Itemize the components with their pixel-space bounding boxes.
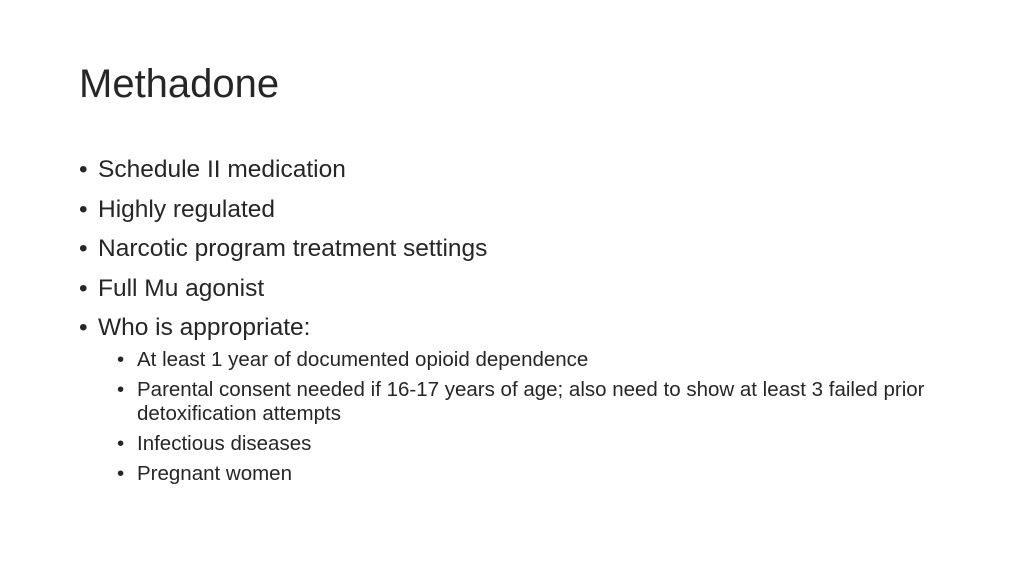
bullet-item <box>76 229 936 269</box>
bullet-icon: • <box>79 274 88 302</box>
bullet-text: Schedule II medication <box>98 156 346 183</box>
bullet-icon: • <box>79 235 88 262</box>
bullet-text: Who is appropriate: <box>98 314 311 341</box>
sub-bullet-text: Infectious diseases <box>137 431 312 455</box>
sub-bullet-item <box>115 432 936 456</box>
bullet-icon: • <box>79 314 88 341</box>
bullet-list <box>76 150 936 492</box>
bullet-item <box>76 190 936 230</box>
bullet-item <box>76 308 936 486</box>
bullet-icon: • <box>79 195 88 223</box>
sub-bullet-icon: • <box>117 431 125 455</box>
bullet-icon: • <box>79 156 88 183</box>
sub-bullet-text: At least 1 year of documented opioid dependence <box>137 347 589 371</box>
bullet-text: Highly regulated <box>98 195 276 223</box>
sub-bullet-icon: • <box>117 377 125 401</box>
bullet-item <box>76 150 936 190</box>
sub-bullet-icon: • <box>117 461 125 485</box>
sub-bullet-text: Parental consent needed if 16-17 years of age; also need to show at least 3 failed prior detoxification attempts <box>137 377 925 425</box>
sub-bullet-list <box>115 348 936 486</box>
sub-bullet-text: Pregnant women <box>137 461 292 485</box>
bullet-text: Full Mu agonist <box>98 274 265 302</box>
sub-bullet-icon: • <box>117 347 125 371</box>
slide-title: Methadone <box>79 62 280 106</box>
sub-bullet-item <box>115 462 936 486</box>
bullet-item <box>76 269 936 309</box>
bullet-text: Narcotic program treatment settings <box>98 235 488 262</box>
sub-bullet-item <box>115 378 936 426</box>
sub-bullet-item <box>115 348 936 372</box>
